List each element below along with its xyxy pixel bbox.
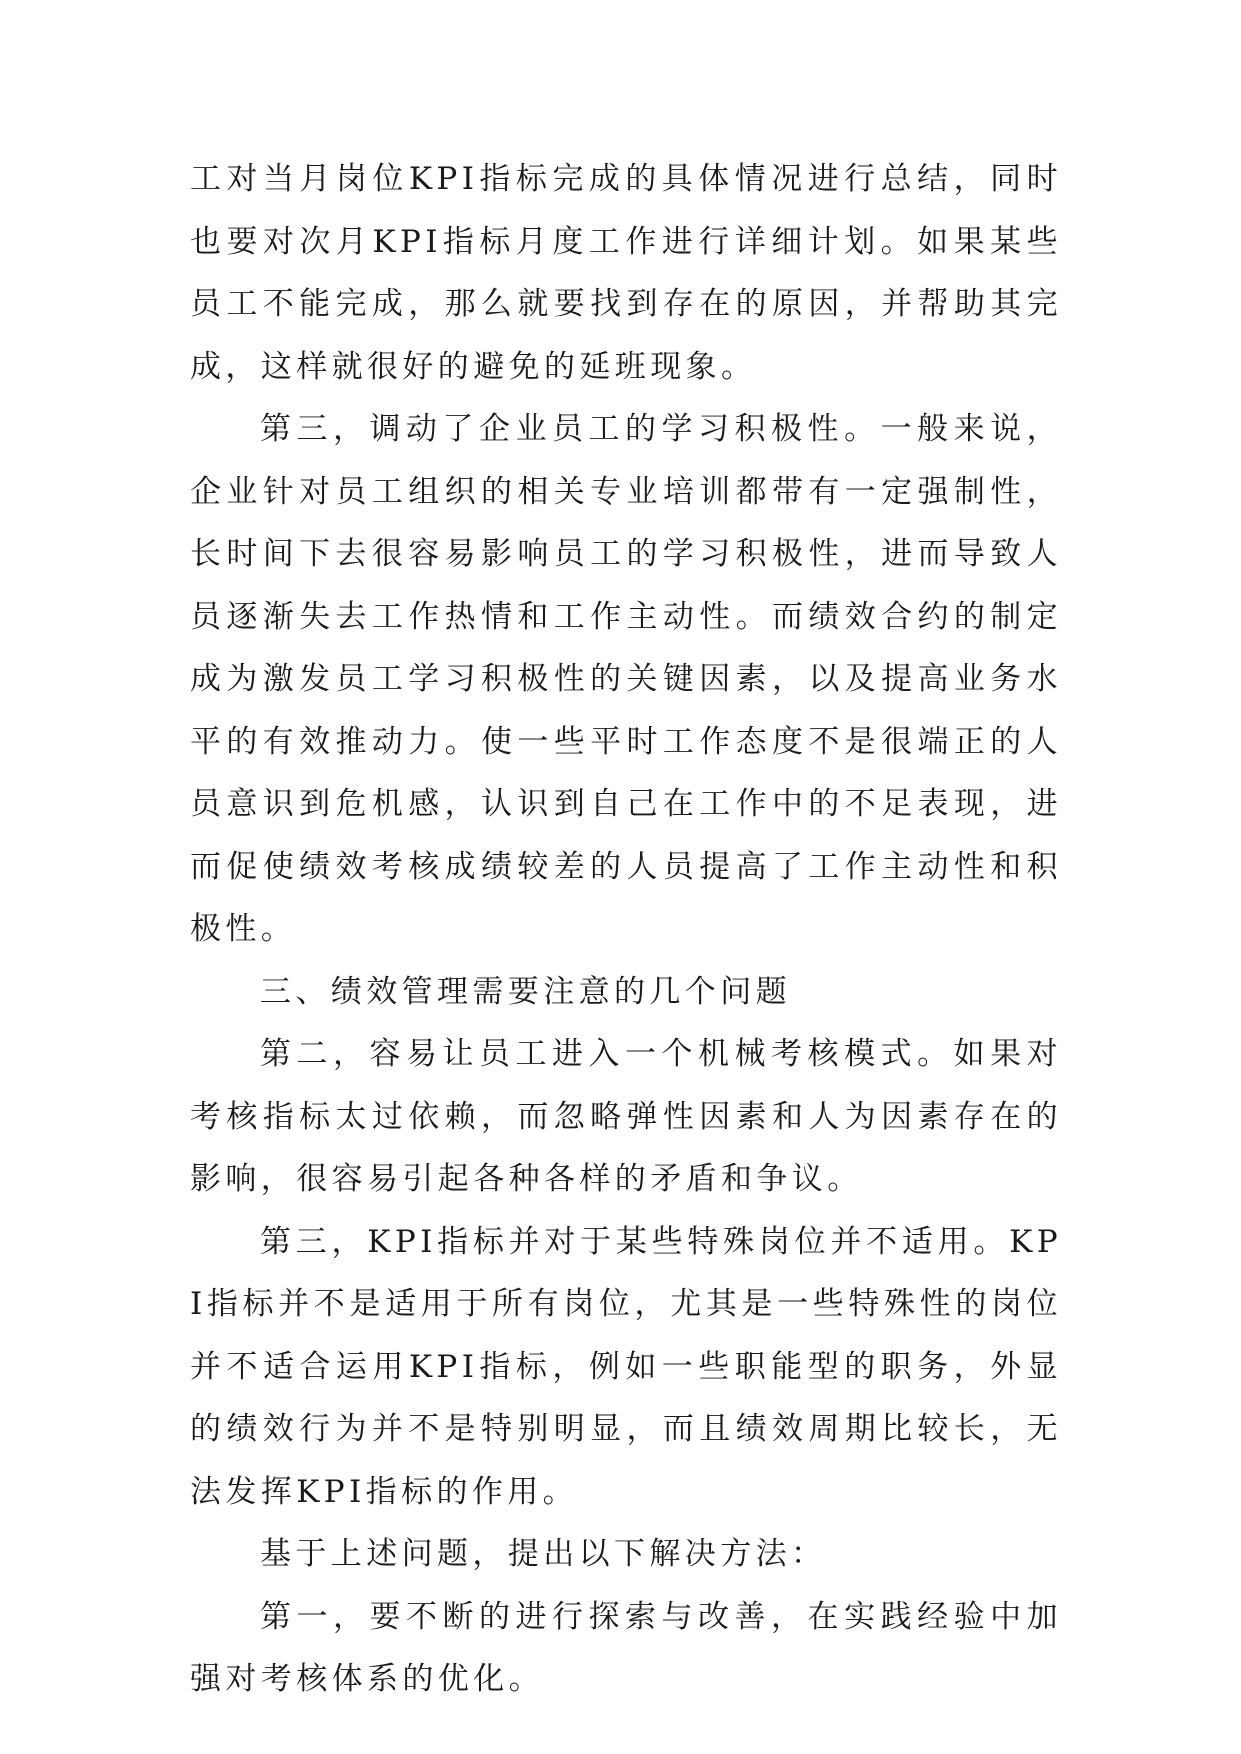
paragraph-1: 工对当月岗位KPI指标完成的具体情况进行总结，同时也要对次月KPI指标月度工作进行详细计划。如果某些员工不能完成，那么就要找到存在的原因，并帮助其完成，这样就很好的避免的延班现象。 [190,161,1062,385]
document-body [190,148,1062,1711]
paragraph-4: 第二，容易让员工进入一个机械考核模式。如果对考核指标太过依赖，而忽略弹性因素和人为因素存在的影响，很容易引起各种各样的矛盾和争议。 [190,1036,1062,1197]
paragraph-6: 基于上述问题，提出以下解决方法： [260,1536,827,1572]
paragraph-2: 第三，调动了企业员工的学习积极性。一般来说，企业针对员工组织的相关专业培训都带有一定强制性，长时间下去很容易影响员工的学习积极性，进而导致人员逐渐失去工作热情和工作主动性。而绩效合约的制定成为激发员工学习积极性的关键因素，以及提高业务水平的有效推动力。使一些平时工作态度不是很端正的人员意识到危机感，认识到自己在工作中的不足表现，进而促使绩效考核成绩较差的人员提高了工作主动性和积极性。 [190,411,1062,947]
paragraph-7: 第一，要不断的进行探索与改善，在实践经验中加强对考核体系的优化。 [190,1598,1062,1697]
section-heading: 三、绩效管理需要注意的几个问题 [260,973,791,1010]
paragraph-5: 第三，KPI指标并对于某些特殊岗位并不适用。KPI指标并不是适用于所有岗位，尤其是一些特殊性的岗位并不适合运用KPI指标，例如一些职能型的职务，外显的绩效行为并不是特别明显，而且绩效周期比较长，无法发挥KPI指标的作用。 [190,1223,1062,1510]
